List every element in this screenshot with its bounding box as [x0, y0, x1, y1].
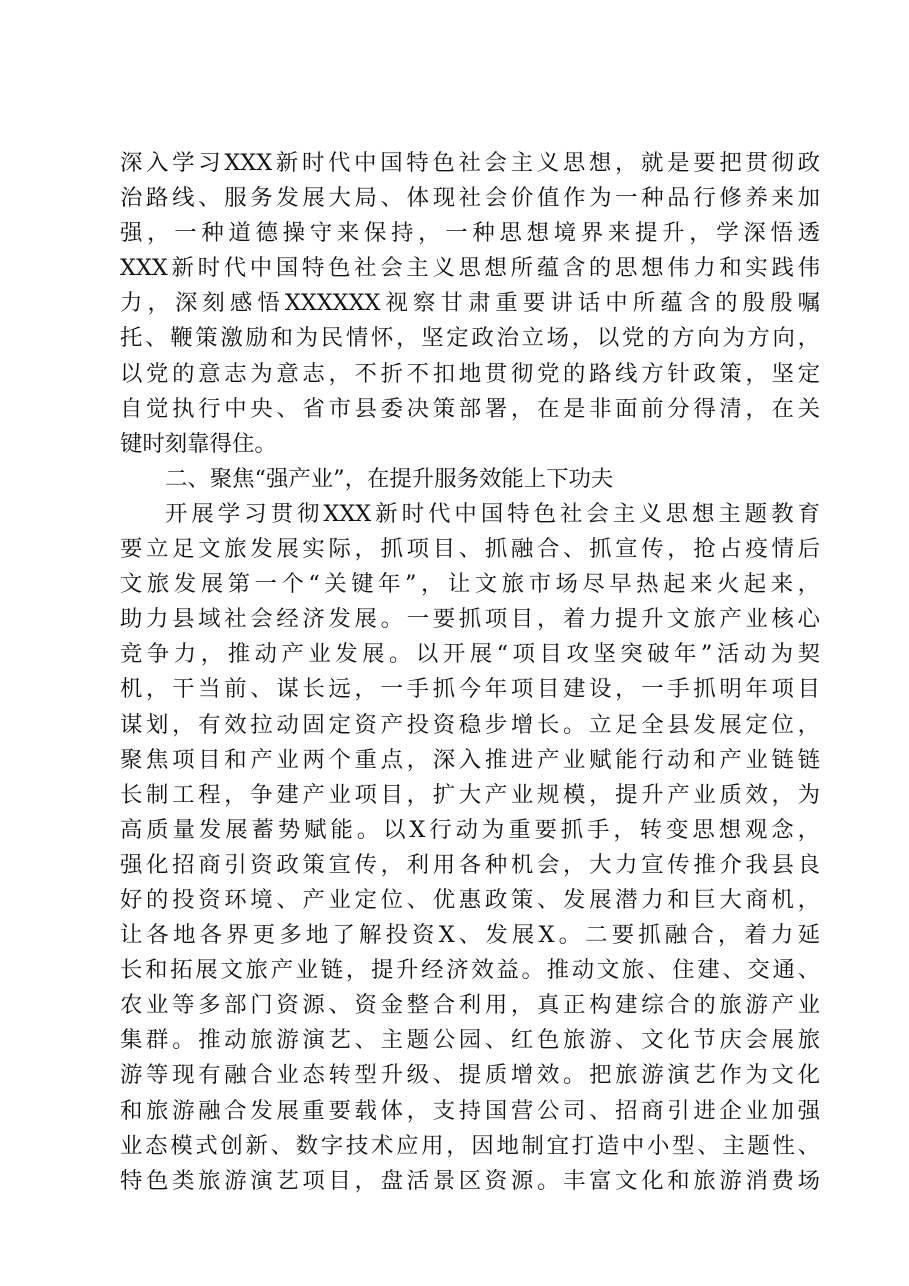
- text-line: 长和拓展文旅产业链，提升经济效益。推动文旅、住建、交通、: [120, 957, 820, 984]
- text-line: 聚焦项目和产业两个重点，深入推进产业赋能行动和产业链链: [120, 746, 820, 773]
- text-line: 特色类旅游演艺项目，盘活景区资源。丰富文化和旅游消费场: [120, 1167, 820, 1194]
- text-line: 开展学习贯彻XXX新时代中国特色社会主义思想主题教育: [165, 500, 820, 527]
- text-line: 游等现有融合业态转型升级、提质增效。把旅游演艺作为文化: [120, 1062, 820, 1089]
- text-line: 文旅发展第一个“关键年”，让文旅市场尽早热起来火起来，: [120, 571, 820, 598]
- text-line: 力，深刻感悟XXXXXX视察甘肃重要讲话中所蕴含的殷殷嘱: [120, 290, 820, 317]
- text-line: 竞争力，推动产业发展。以开展“项目攻坚突破年”活动为契: [120, 641, 820, 668]
- text-line: 谋划，有效拉动固定资产投资稳步增长。立足全县发展定位，: [120, 711, 820, 738]
- text-line: 和旅游融合发展重要载体，支持国营公司、招商引进企业加强: [120, 1097, 820, 1124]
- text-line: 好的投资环境、产业定位、优惠政策、发展潜力和巨大商机，: [120, 886, 820, 913]
- text-line: 高质量发展蓄势赋能。以X行动为重要抓手，转变思想观念，: [120, 816, 820, 843]
- text-line: 键时刻靠得住。: [120, 430, 277, 457]
- text-line: 强，一种道德操守来保持，一种思想境界来提升，学深悟透: [120, 220, 820, 247]
- text-line: 托、鞭策激励和为民情怀，坚定政治立场，以党的方向为方向，: [120, 325, 820, 352]
- text-line: 农业等多部门资源、资金整合利用，真正构建综合的旅游产业: [120, 992, 820, 1019]
- text-line: 深入学习XXX新时代中国特色社会主义思想，就是要把贯彻政: [120, 150, 820, 176]
- text-line: 自觉执行中央、省市县委决策部署，在是非面前分得清，在关: [120, 395, 820, 422]
- text-line: 要立足文旅发展实际，抓项目、抓融合、抓宣传，抢占疫情后: [120, 536, 820, 563]
- text-line: 治路线、服务发展大局、体现社会价值作为一种品行修养来加: [120, 185, 820, 212]
- text-line: 业态模式创新、数字技术应用，因地制宜打造中小型、主题性、: [120, 1132, 820, 1159]
- text-line: 以党的意志为意志，不折不扣地贯彻党的路线方针政策，坚定: [120, 360, 820, 387]
- text-line: 机，干当前、谋长远，一手抓今年项目建设，一手抓明年项目: [120, 676, 820, 703]
- text-line: 长制工程，争建产业项目，扩大产业规模，提升产业质效，为: [120, 781, 820, 808]
- document-body: [120, 146, 820, 1199]
- text-line: 集群。推动旅游演艺、主题公园、红色旅游、文化节庆会展旅: [120, 1027, 820, 1054]
- text-line: XXX新时代中国特色社会主义思想所蕴含的思想伟力和实践伟: [120, 255, 820, 282]
- section-heading: 二、聚焦“强产业”，在提升服务效能上下功夫: [165, 465, 614, 492]
- text-line: 让各地各界更多地了解投资X、发展X。二要抓融合，着力延: [120, 922, 820, 949]
- text-line: 强化招商引资政策宣传，利用各种机会，大力宣传推介我县良: [120, 851, 820, 878]
- text-line: 助力县域社会经济发展。一要抓项目，着力提升文旅产业核心: [120, 606, 820, 633]
